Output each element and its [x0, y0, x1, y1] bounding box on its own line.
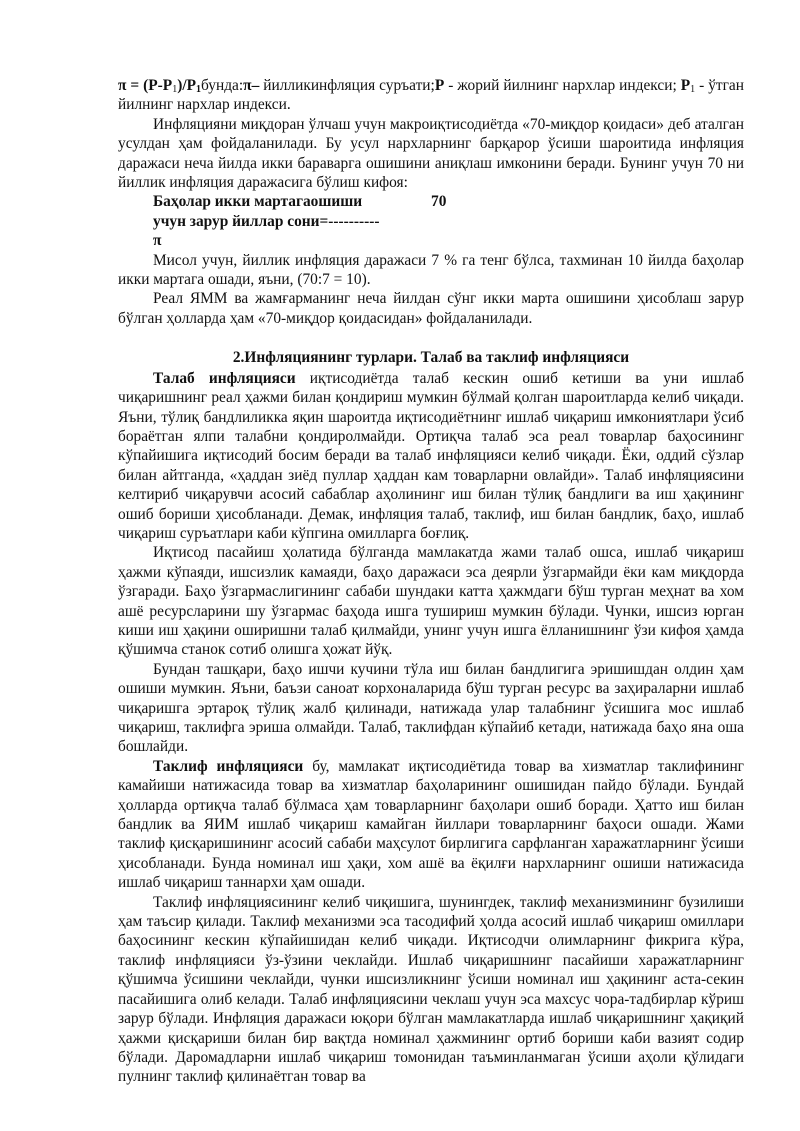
paragraph-recession: Иқтисод пасайиш ҳолатида бўлганда мамлакатда жами талаб ошса, ишлаб чиқариш ҳажми кўпаяди, ишсизлик камаяди, баҳо даражаси эса деярли ўзгармайди ёки кам миқдорда ўзгаради. Баҳо ўзгармаслигининг сабаби шундаки катта ҳажмдаги бўш турган меҳнат ва хом ашё ресурсларини шу ўзгармас баҳода ишга тушириш мумкин бўлади. Чунки, ишсиз юрган киши иш ҳақини оширишни талаб қилмайди, унинг учун ишга ёлланишнинг ўзи кифоя ҳамда қўшимча станок сотиб олишга ҳожат йўқ.: [118, 544, 744, 659]
paragraph-text: иқтисодиётда талаб кескин ошиб кетиши ва уни ишлаб чиқаришнинг реал ҳажми билан қондириш мумкин бўлмай қолган шароитларда келиб чиқади. Яъни, тўлиқ бандлиликка яқин шароитда иқтисодиётнинг ишлаб чиқариш имкониятлари ўсиб бораётган ялпи талабни қондиролмайди. Ортиқча талаб эса реал товарлар баҳосининг кўпайишига иқтисодий босим беради ва талаб инфляцияси келиб чиқади. Ёки, оддий сўзлар билан айтганда, «ҳаддан зиёд пуллар ҳаддан кам товарларни овлайди». Талаб инфляциясини келтириб чиқарувчи асосий сабаблар аҳолининг иш билан тўлиқ бандлиги ва иш ҳақининг ошиб бориши ҳисобланади. Демак, инфляция талаб, таклиф, иш билан бандлик, баҳо, ишлаб чиқариш суръатлари каби кўпгина омилларга боғлиқ.: [118, 369, 744, 542]
pi-description: йилликинфляция суръати;: [259, 77, 435, 94]
paragraph-example: Мисол учун, йиллик инфляция даражаси 7 % га тенг бўлса, тахминан 10 йилда баҳолар икки мартага ошади, яъни, (70:7 = 10).: [118, 251, 744, 289]
section-heading: 2.Инфляциянинг турлари. Талаб ва таклиф инфляцияси: [232, 349, 630, 367]
subscript: 1: [172, 84, 178, 95]
paragraph-real-gdp: Реал ЯММ ва жамғарманинг неча йилдан сўнг икки марта ошишини ҳисоблаш зарур бўлган ҳолларда ҳам «70-миқдор қоидасидан» фойдаланилади.: [118, 290, 744, 327]
formula-numerator: 70: [431, 193, 447, 211]
formula-close: )/Р: [177, 77, 197, 94]
subscript: 1: [196, 84, 202, 95]
p1-description: - ўтган йилнинг нархлар индекси.: [118, 77, 744, 114]
paragraph-supply-mechanism: Таклиф инфляциясининг келиб чиқишига, шунингдек, таклиф механизмининг бузилиши ҳам таъсир қилади. Таклиф механизми эса тасодифий ҳолда асосий ишлаб чиқариш омиллари баҳосининг кескин кўпайишидан келиб чиқади. Иқтисодчи олимларнинг фикрига кўра, таклиф инфляцияси ўз-ўзини чеклайди. Ишлаб чиқаришнинг пасайиши харажатларнинг қўшимча ўсишини чеклайди, чунки ишсизликнинг ўсиши номинал иш ҳақининг аста-секин пасайишига олиб келади. Талаб инфляциясини чеклаш учун эса махсус чора-тадбирлар кўриш зарур бўлади. Инфляция даражаси юқори бўлган мамлакатларда ишлаб чиқаришнинг ҳақиқий ҳажми қисқариши билан бир вақтда номинал ҳажмининг ортиб бориши каби вазият содир бўлади. Даромадларни ишлаб чиқариш томонидан таъминланмаган ўсиши аҳоли қўлидаги пулнинг таклиф қилинаётган товар ва: [118, 893, 744, 1086]
term-supply-inflation: Таклиф инфляцияси: [153, 757, 304, 775]
paragraph-demand-inflation: [118, 369, 744, 544]
formula-eq: = (Р-Р: [126, 77, 173, 94]
paragraph-rule-of-70: Инфляцияни миқдоран ўлчаш учун макроиқтисодиётда «70-миқдор қоидаси» деб аталган усулдан ҳам фойдаланилади. Бу усул нархларнинг барқарор ўсиши шароитида инфляция даражаси неча йилда икки бараварга ошишини аниқлаш имконини беради. Бунинг учун 70 ни йиллик инфляция даражасига бўлиш кифоя:: [118, 115, 744, 192]
p-description: - жорий йилнинг нархлар индекси;: [444, 77, 681, 94]
paragraph-text: бу, мамлакат иқтисодиётида товар ва хизматлар таклифининг камайиши натижасида товар ва хизматлар баҳоларининг ошишидан пайдо бўлади. Бундай ҳолларда ортиқча талаб бўлмаса ҳам товарларнинг баҳолари ошиб боради. Ҳатто иш билан бандлик ва ЯИМ ишлаб чиқариш камайган йиллари товарларнинг баҳоси ошади. Жами таклиф қисқаришининг асосий сабаби маҳсулот бирлигига сарфланган харажатларнинг ўсиши ҳисобланади. Бунда номинал иш ҳақи, хом ашё ва ёқилғи нархларнинг ошиши натижасида ишлаб чиқариш таннархи ҳам ошади.: [118, 757, 744, 892]
rule-of-70-formula: [153, 192, 744, 250]
p1-symbol: Р: [680, 77, 691, 94]
formula-years-label: учун зарур йиллар сони=: [153, 212, 329, 230]
bunda-word: бунда:: [201, 77, 244, 94]
formula-numerator-label: Баҳолар икки мартагаошиши: [153, 193, 363, 211]
paragraph-price-increase: Бундан ташқари, баҳо ишчи кучини тўла иш билан бандлигига эришишдан олдин ҳам ошиши мумкин. Яъни, баъзи саноат корхоналарида бўш турган ресурс ва заҳираларни ишлаб чиқаришга эртароқ тўлиқ жалб қилинади, натижада улар талабнинг ўсишига мос ишлаб чиқариш, таклифга эриша олмайди. Талаб, таклифдан кўпайиб кетади, натижада баҳо яна оша бошлайди.: [118, 660, 744, 756]
formula-fraction-line: ----------: [328, 212, 380, 230]
term-demand-inflation: Талаб инфляцияси: [153, 369, 296, 387]
pi-symbol-dash: π–: [243, 77, 260, 94]
formula-denominator-pi: π: [153, 232, 162, 250]
paragraph-supply-inflation: [118, 757, 744, 893]
pi-symbol: π: [118, 77, 127, 94]
p-symbol: Р: [434, 77, 445, 94]
subscript: 1: [690, 84, 696, 95]
formula-definition-line: [118, 76, 744, 115]
